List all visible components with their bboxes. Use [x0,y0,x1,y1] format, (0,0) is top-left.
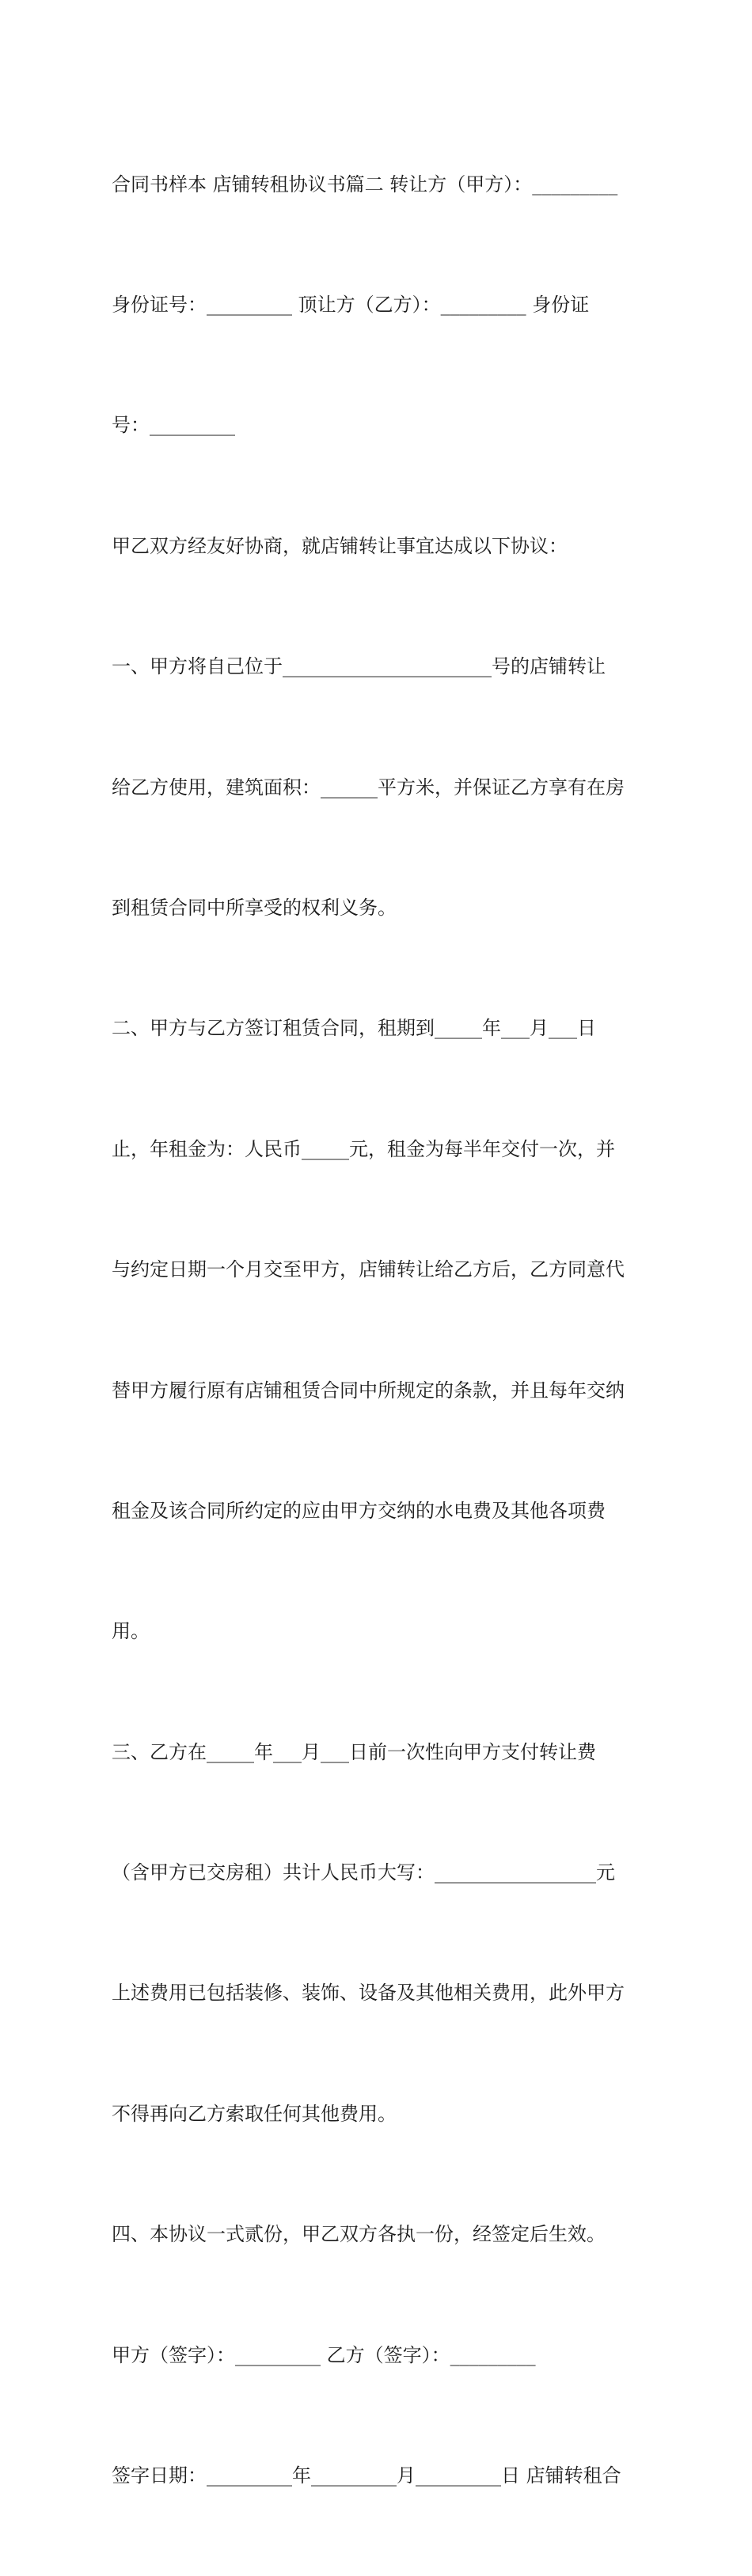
text-line-clause-2-fees: 租金及该合同所约定的应由甲方交纳的水电费及其他各项费 [112,1499,606,1522]
text-line-clause-4: 四、本协议一式贰份，甲乙双方各执一份，经签定后生效。 [112,2223,606,2246]
text-line-clause-1: 一、甲方将自己位于______________________号的店铺转让 [112,655,606,678]
text-line-clause-3: 三、乙方在_____年___月___日前一次性向甲方支付转让费 [112,1740,596,1763]
text-line-clause-1-rights: 到租赁合同中所享受的权利义务。 [112,896,397,919]
text-line-title-transferor: 合同书样本 店铺转租协议书篇二 转让方（甲方）：_________ [112,173,618,195]
text-line-clause-3-end: 不得再向乙方索取任何其他费用。 [112,2102,397,2125]
text-line-clause-2-rent: 止，年租金为：人民币_____元，租金为每半年交付一次，并 [112,1137,615,1160]
text-line-id-transferee: 身份证号：_________ 顶让方（乙方）：_________ 身份证 [112,293,590,316]
text-line-agreement-intro: 甲乙双方经友好协商，就店铺转让事宜达成以下协议： [112,534,568,557]
text-line-clause-2: 二、甲方与乙方签订租赁合同，租期到_____年___月___日 [112,1017,596,1040]
text-line-clause-2-terms: 替甲方履行原有店铺租赁合同中所规定的条款，并且每年交纳 [112,1379,625,1402]
text-line-signatures: 甲方（签字）：_________ 乙方（签字）：_________ [112,2343,536,2366]
text-line-signing-date: 签字日期：_________年_________月_________日 店铺转租合 [112,2464,621,2487]
text-line-clause-2-deadline: 与约定日期一个月交至甲方，店铺转让给乙方后，乙方同意代 [112,1258,625,1281]
text-line-clause-2-end: 用。 [112,1620,150,1643]
text-line-clause-3-amount: （含甲方已交房租）共计人民币大写：_________________元 [112,1861,615,1884]
text-line-clause-3-includes: 上述费用已包括装修、装饰、设备及其他相关费用，此外甲方 [112,1982,625,2005]
text-line-clause-1-area: 给乙方使用，建筑面积：______平方米，并保证乙方享有在房 [112,776,625,799]
text-line-id-number: 号：_________ [112,414,235,437]
document-body [112,84,650,2576]
